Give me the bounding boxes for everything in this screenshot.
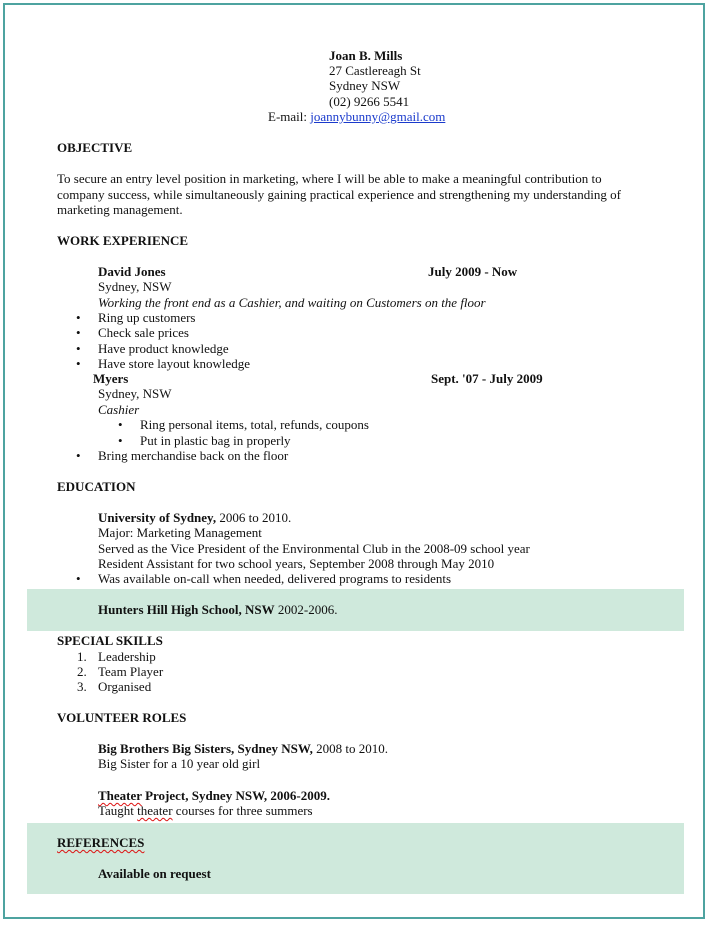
- skill-item-1: Leadership: [98, 649, 156, 664]
- email-label: E-mail:: [268, 109, 307, 124]
- work-heading: WORK EXPERIENCE: [57, 233, 189, 248]
- objective-line-3: marketing management.: [57, 202, 183, 217]
- email-link[interactable]: joannybunny@gmail.com: [310, 109, 446, 124]
- references-heading: [57, 835, 144, 850]
- spellcheck-word-theater-2: theater: [137, 803, 173, 818]
- job2-role: Cashier: [98, 402, 140, 417]
- skill-number-3: 3.: [77, 679, 87, 694]
- skill-number-2: 2.: [77, 664, 87, 679]
- education-line-4: Resident Assistant for two school years, September 2008 through May 2010: [98, 556, 495, 571]
- volunteer-role-2-desc-a: Taught: [98, 803, 138, 818]
- objective-heading: OBJECTIVE: [57, 140, 133, 155]
- objective-line-2: company success, while simultaneously gaining practical experience and strengthening my understanding of: [57, 187, 621, 202]
- city-line: Sydney NSW: [329, 78, 401, 93]
- references-band: [27, 823, 684, 894]
- job1-location: Sydney, NSW: [98, 279, 172, 294]
- job1-role: Working the front end as a Cashier, and waiting on Customers on the floor: [98, 295, 486, 310]
- objective-line-1: To secure an entry level position in marketing, where I will be able to make a meaningful contribution to: [57, 171, 602, 186]
- job1-bullet-1: • Ring up customers: [98, 310, 196, 325]
- university-line: [98, 510, 291, 525]
- highschool-years: 2002-2006.: [274, 602, 338, 617]
- phone-line: (02) 9266 5541: [329, 94, 410, 109]
- address-line: 27 Castlereagh St: [329, 63, 421, 78]
- job1-dates: July 2009 - Now: [428, 264, 518, 279]
- job1-bullet-4: • Have store layout knowledge: [98, 356, 250, 371]
- volunteer-heading: VOLUNTEER ROLES: [57, 710, 187, 725]
- job1-bullet-2: • Check sale prices: [98, 325, 189, 340]
- university-years: 2006 to 2010.: [216, 510, 292, 525]
- volunteer-role-2-rest: Project, Sydney NSW, 2006-2009.: [141, 788, 330, 803]
- skill-item-3: Organised: [98, 679, 152, 694]
- references-text: Available on request: [98, 866, 211, 881]
- education-bullet: • Was available on-call when needed, delivered programs to residents: [98, 571, 451, 586]
- highschool-line: [98, 602, 337, 617]
- job2-subbullet-1: • Ring personal items, total, refunds, coupons: [140, 417, 369, 432]
- university-name: University of Sydney,: [98, 510, 217, 525]
- education-line-3: Served as the Vice President of the Environmental Club in the 2008-09 school year: [98, 541, 530, 556]
- job1-bullet-3: • Have product knowledge: [98, 341, 229, 356]
- job2-employer: Myers: [93, 371, 129, 386]
- volunteer-role-1: [98, 741, 388, 756]
- job1-employer: David Jones: [98, 264, 166, 279]
- job2-subbullet-2: • Put in plastic bag in properly: [140, 433, 291, 448]
- skills-heading: SPECIAL SKILLS: [57, 633, 163, 648]
- references-heading-text: REFERENCES: [57, 835, 145, 850]
- skill-number-1: 1.: [77, 649, 87, 664]
- highschool-name: Hunters Hill High School, NSW: [98, 602, 275, 617]
- volunteer-role-1-name: Big Brothers Big Sisters, Sydney NSW,: [98, 741, 313, 756]
- volunteer-role-1-desc: Big Sister for a 10 year old girl: [98, 756, 261, 771]
- skill-item-2: Team Player: [98, 664, 164, 679]
- volunteer-role-2-desc: [98, 803, 313, 818]
- volunteer-role-2: [98, 788, 330, 803]
- major-line: Major: Marketing Management: [98, 525, 262, 540]
- email-line: [268, 109, 445, 124]
- applicant-name: Joan B. Mills: [329, 48, 403, 63]
- education-heading: EDUCATION: [57, 479, 136, 494]
- job2-bullet-1: • Bring merchandise back on the floor: [98, 448, 288, 463]
- volunteer-role-2-desc-b: courses for three summers: [172, 803, 313, 818]
- job2-dates: Sept. '07 - July 2009: [431, 371, 543, 386]
- spellcheck-word-theater: Theater: [98, 788, 142, 803]
- job2-location: Sydney, NSW: [98, 386, 172, 401]
- volunteer-role-1-years: 2008 to 2010.: [312, 741, 389, 756]
